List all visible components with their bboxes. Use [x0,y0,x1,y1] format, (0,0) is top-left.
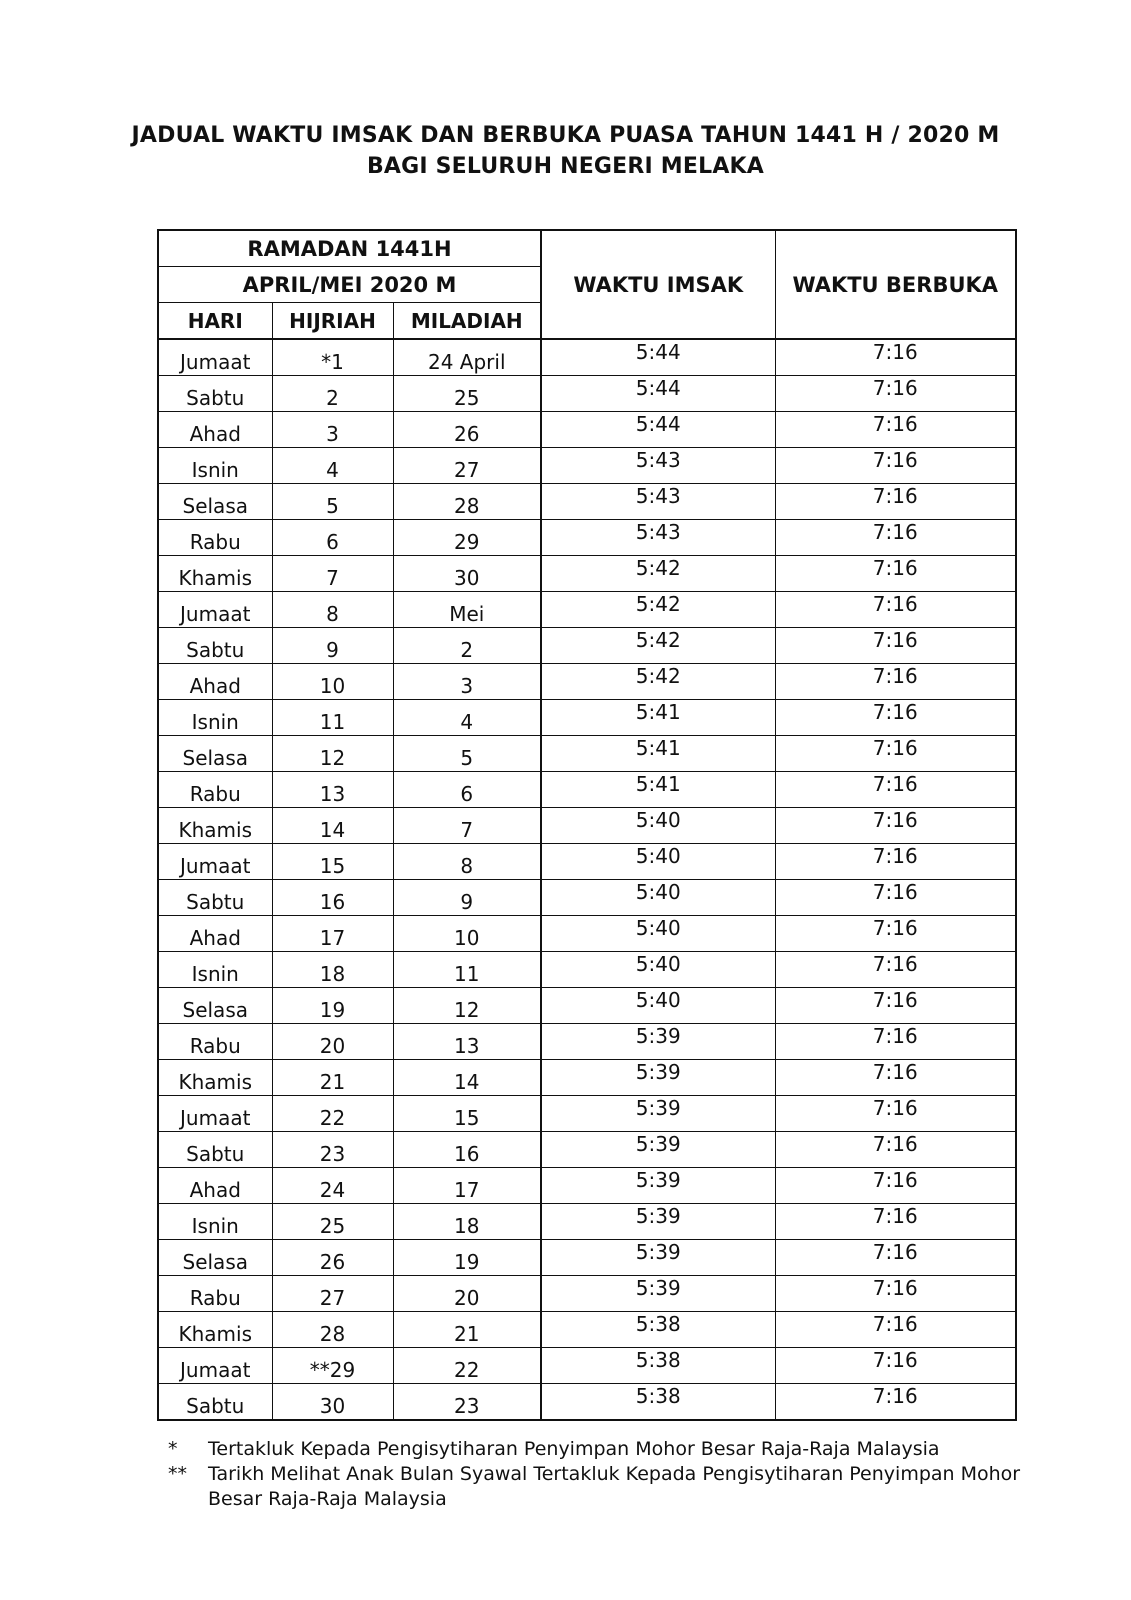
schedule-body [158,339,1016,1420]
cell-waktu-berbuka: 7:16 [775,1024,1016,1060]
cell-waktu-berbuka: 7:16 [775,412,1016,448]
cell-miladiah: 9 [393,880,541,916]
cell-waktu-imsak: 5:42 [541,628,775,664]
cell-miladiah: 10 [393,916,541,952]
cell-miladiah: 20 [393,1276,541,1312]
cell-miladiah: 11 [393,952,541,988]
cell-hari: Sabtu [158,1132,272,1168]
table-row [158,1276,1016,1312]
table-row [158,1168,1016,1204]
cell-miladiah: 5 [393,736,541,772]
cell-hijriah: 19 [272,988,393,1024]
cell-waktu-imsak: 5:38 [541,1348,775,1384]
cell-hijriah: 20 [272,1024,393,1060]
cell-hari: Selasa [158,1240,272,1276]
cell-hari: Isnin [158,448,272,484]
cell-hari: Isnin [158,1204,272,1240]
cell-miladiah: 7 [393,808,541,844]
cell-waktu-berbuka: 7:16 [775,772,1016,808]
cell-miladiah: 30 [393,556,541,592]
cell-waktu-berbuka: 7:16 [775,556,1016,592]
cell-miladiah: 19 [393,1240,541,1276]
footnote-mark: ** [168,1463,187,1485]
cell-waktu-imsak: 5:39 [541,1132,775,1168]
cell-waktu-imsak: 5:39 [541,1168,775,1204]
header-month: APRIL/MEI 2020 M [158,267,541,303]
cell-waktu-berbuka: 7:16 [775,592,1016,628]
cell-waktu-imsak: 5:38 [541,1384,775,1421]
cell-hijriah: 6 [272,520,393,556]
footnote-1 [168,1437,1028,1462]
cell-waktu-imsak: 5:44 [541,412,775,448]
cell-hijriah: 30 [272,1384,393,1421]
cell-hari: Selasa [158,736,272,772]
cell-waktu-imsak: 5:40 [541,844,775,880]
cell-waktu-imsak: 5:39 [541,1060,775,1096]
cell-miladiah: 26 [393,412,541,448]
cell-waktu-berbuka: 7:16 [775,736,1016,772]
table-row [158,988,1016,1024]
cell-hari: Ahad [158,916,272,952]
cell-miladiah: 14 [393,1060,541,1096]
table-row [158,772,1016,808]
cell-waktu-berbuka: 7:16 [775,1348,1016,1384]
cell-hari: Ahad [158,1168,272,1204]
cell-hijriah: 12 [272,736,393,772]
cell-miladiah: 24 April [393,339,541,376]
cell-miladiah: 6 [393,772,541,808]
table-row [158,520,1016,556]
cell-hijriah: 11 [272,700,393,736]
table-row [158,664,1016,700]
page-title: JADUAL WAKTU IMSAK DAN BERBUKA PUASA TAHUN 1441 H / 2020 M [131,123,1000,148]
cell-hari: Khamis [158,1060,272,1096]
table-row [158,808,1016,844]
cell-hari: Sabtu [158,628,272,664]
cell-waktu-imsak: 5:40 [541,952,775,988]
footnote-text: Tarikh Melihat Anak Bulan Syawal Tertakluk Kepada Pengisytiharan Penyimpan Mohor Besar Raja-Raja Malaysia [208,1463,1021,1510]
cell-hari: Jumaat [158,1096,272,1132]
cell-waktu-berbuka: 7:16 [775,1240,1016,1276]
cell-hijriah: 26 [272,1240,393,1276]
cell-miladiah: 21 [393,1312,541,1348]
table-row [158,880,1016,916]
cell-waktu-berbuka: 7:16 [775,808,1016,844]
cell-hijriah: 7 [272,556,393,592]
cell-miladiah: 2 [393,628,541,664]
header-waktu-imsak: WAKTU IMSAK [541,230,775,339]
cell-waktu-imsak: 5:43 [541,484,775,520]
cell-hari: Khamis [158,556,272,592]
header-hari: HARI [158,303,272,340]
cell-miladiah: 12 [393,988,541,1024]
table-row [158,628,1016,664]
header-hijriah: HIJRIAH [272,303,393,340]
table-row [158,1204,1016,1240]
cell-waktu-berbuka: 7:16 [775,448,1016,484]
footnote-text: Tertakluk Kepada Pengisytiharan Penyimpan Mohor Besar Raja-Raja Malaysia [208,1438,940,1460]
cell-hari: Rabu [158,1024,272,1060]
cell-hari: Rabu [158,520,272,556]
cell-hari: Ahad [158,412,272,448]
cell-hijriah: 28 [272,1312,393,1348]
cell-miladiah: 18 [393,1204,541,1240]
cell-hari: Khamis [158,808,272,844]
cell-hijriah: *1 [272,339,393,376]
cell-waktu-berbuka: 7:16 [775,844,1016,880]
page-subtitle: BAGI SELURUH NEGERI MELAKA [366,154,765,179]
cell-waktu-imsak: 5:40 [541,880,775,916]
table-row [158,592,1016,628]
cell-miladiah: 3 [393,664,541,700]
table-row [158,844,1016,880]
cell-hari: Sabtu [158,376,272,412]
cell-hijriah: 14 [272,808,393,844]
cell-hari: Jumaat [158,844,272,880]
cell-waktu-berbuka: 7:16 [775,1276,1016,1312]
footnote-mark: * [168,1438,178,1460]
cell-hari: Ahad [158,664,272,700]
cell-waktu-berbuka: 7:16 [775,376,1016,412]
cell-waktu-berbuka: 7:16 [775,1312,1016,1348]
cell-waktu-imsak: 5:42 [541,556,775,592]
cell-waktu-imsak: 5:40 [541,808,775,844]
cell-miladiah: 29 [393,520,541,556]
schedule-table [157,229,1017,1421]
cell-waktu-imsak: 5:41 [541,700,775,736]
cell-waktu-berbuka: 7:16 [775,700,1016,736]
cell-waktu-berbuka: 7:16 [775,1384,1016,1421]
cell-hari: Jumaat [158,339,272,376]
cell-waktu-berbuka: 7:16 [775,1096,1016,1132]
header-miladiah: MILADIAH [393,303,541,340]
cell-hijriah: 8 [272,592,393,628]
cell-waktu-berbuka: 7:16 [775,1168,1016,1204]
cell-hijriah: 10 [272,664,393,700]
cell-hijriah: 18 [272,952,393,988]
cell-hijriah: 24 [272,1168,393,1204]
cell-hijriah: 25 [272,1204,393,1240]
cell-hari: Sabtu [158,1384,272,1421]
cell-miladiah: 25 [393,376,541,412]
cell-hijriah: 17 [272,916,393,952]
cell-hari: Jumaat [158,1348,272,1384]
cell-waktu-imsak: 5:41 [541,736,775,772]
cell-hijriah: 21 [272,1060,393,1096]
cell-waktu-imsak: 5:40 [541,916,775,952]
cell-hari: Rabu [158,772,272,808]
table-row [158,556,1016,592]
cell-waktu-imsak: 5:43 [541,448,775,484]
cell-waktu-imsak: 5:43 [541,520,775,556]
cell-hijriah: 16 [272,880,393,916]
cell-miladiah: 13 [393,1024,541,1060]
cell-waktu-imsak: 5:39 [541,1276,775,1312]
cell-hijriah: 9 [272,628,393,664]
cell-waktu-imsak: 5:42 [541,592,775,628]
cell-waktu-imsak: 5:44 [541,339,775,376]
table-row [158,376,1016,412]
table-row [158,1024,1016,1060]
cell-hari: Rabu [158,1276,272,1312]
cell-waktu-berbuka: 7:16 [775,880,1016,916]
cell-hijriah: 22 [272,1096,393,1132]
cell-hari: Selasa [158,988,272,1024]
cell-hari: Selasa [158,484,272,520]
cell-waktu-berbuka: 7:16 [775,484,1016,520]
cell-hijriah: 2 [272,376,393,412]
cell-miladiah: 15 [393,1096,541,1132]
cell-miladiah: Mei [393,592,541,628]
cell-hari: Isnin [158,700,272,736]
cell-waktu-berbuka: 7:16 [775,664,1016,700]
cell-hijriah: 27 [272,1276,393,1312]
cell-miladiah: 8 [393,844,541,880]
table-row [158,1348,1016,1384]
cell-hijriah: 23 [272,1132,393,1168]
cell-hijriah: **29 [272,1348,393,1384]
table-row [158,1132,1016,1168]
cell-miladiah: 27 [393,448,541,484]
cell-miladiah: 28 [393,484,541,520]
cell-waktu-imsak: 5:41 [541,772,775,808]
cell-miladiah: 17 [393,1168,541,1204]
cell-hijriah: 5 [272,484,393,520]
cell-hijriah: 3 [272,412,393,448]
cell-waktu-berbuka: 7:16 [775,1060,1016,1096]
cell-hari: Jumaat [158,592,272,628]
cell-waktu-berbuka: 7:16 [775,916,1016,952]
cell-miladiah: 22 [393,1348,541,1384]
cell-hari: Isnin [158,952,272,988]
table-row [158,412,1016,448]
cell-waktu-berbuka: 7:16 [775,952,1016,988]
table-row [158,1096,1016,1132]
cell-waktu-berbuka: 7:16 [775,628,1016,664]
table-row [158,484,1016,520]
table-row [158,700,1016,736]
cell-hijriah: 13 [272,772,393,808]
cell-hari: Sabtu [158,880,272,916]
cell-waktu-imsak: 5:39 [541,1024,775,1060]
cell-waktu-berbuka: 7:16 [775,1204,1016,1240]
cell-waktu-berbuka: 7:16 [775,988,1016,1024]
table-row [158,1384,1016,1421]
cell-miladiah: 4 [393,700,541,736]
cell-hijriah: 4 [272,448,393,484]
cell-waktu-imsak: 5:44 [541,376,775,412]
footnote-2 [168,1462,1028,1512]
table-row [158,448,1016,484]
table-row [158,736,1016,772]
cell-waktu-berbuka: 7:16 [775,1132,1016,1168]
table-row [158,339,1016,376]
table-row [158,1312,1016,1348]
cell-waktu-imsak: 5:39 [541,1240,775,1276]
cell-miladiah: 23 [393,1384,541,1421]
table-row [158,1060,1016,1096]
table-row [158,952,1016,988]
cell-waktu-imsak: 5:39 [541,1204,775,1240]
table-row [158,916,1016,952]
cell-waktu-berbuka: 7:16 [775,520,1016,556]
cell-waktu-imsak: 5:38 [541,1312,775,1348]
header-waktu-berbuka: WAKTU BERBUKA [775,230,1016,339]
cell-waktu-imsak: 5:39 [541,1096,775,1132]
cell-hari: Khamis [158,1312,272,1348]
cell-waktu-berbuka: 7:16 [775,339,1016,376]
footnotes [168,1437,1028,1512]
table-row [158,1240,1016,1276]
cell-miladiah: 16 [393,1132,541,1168]
cell-waktu-imsak: 5:40 [541,988,775,1024]
header-ramadan: RAMADAN 1441H [158,230,541,267]
cell-waktu-imsak: 5:42 [541,664,775,700]
cell-hijriah: 15 [272,844,393,880]
